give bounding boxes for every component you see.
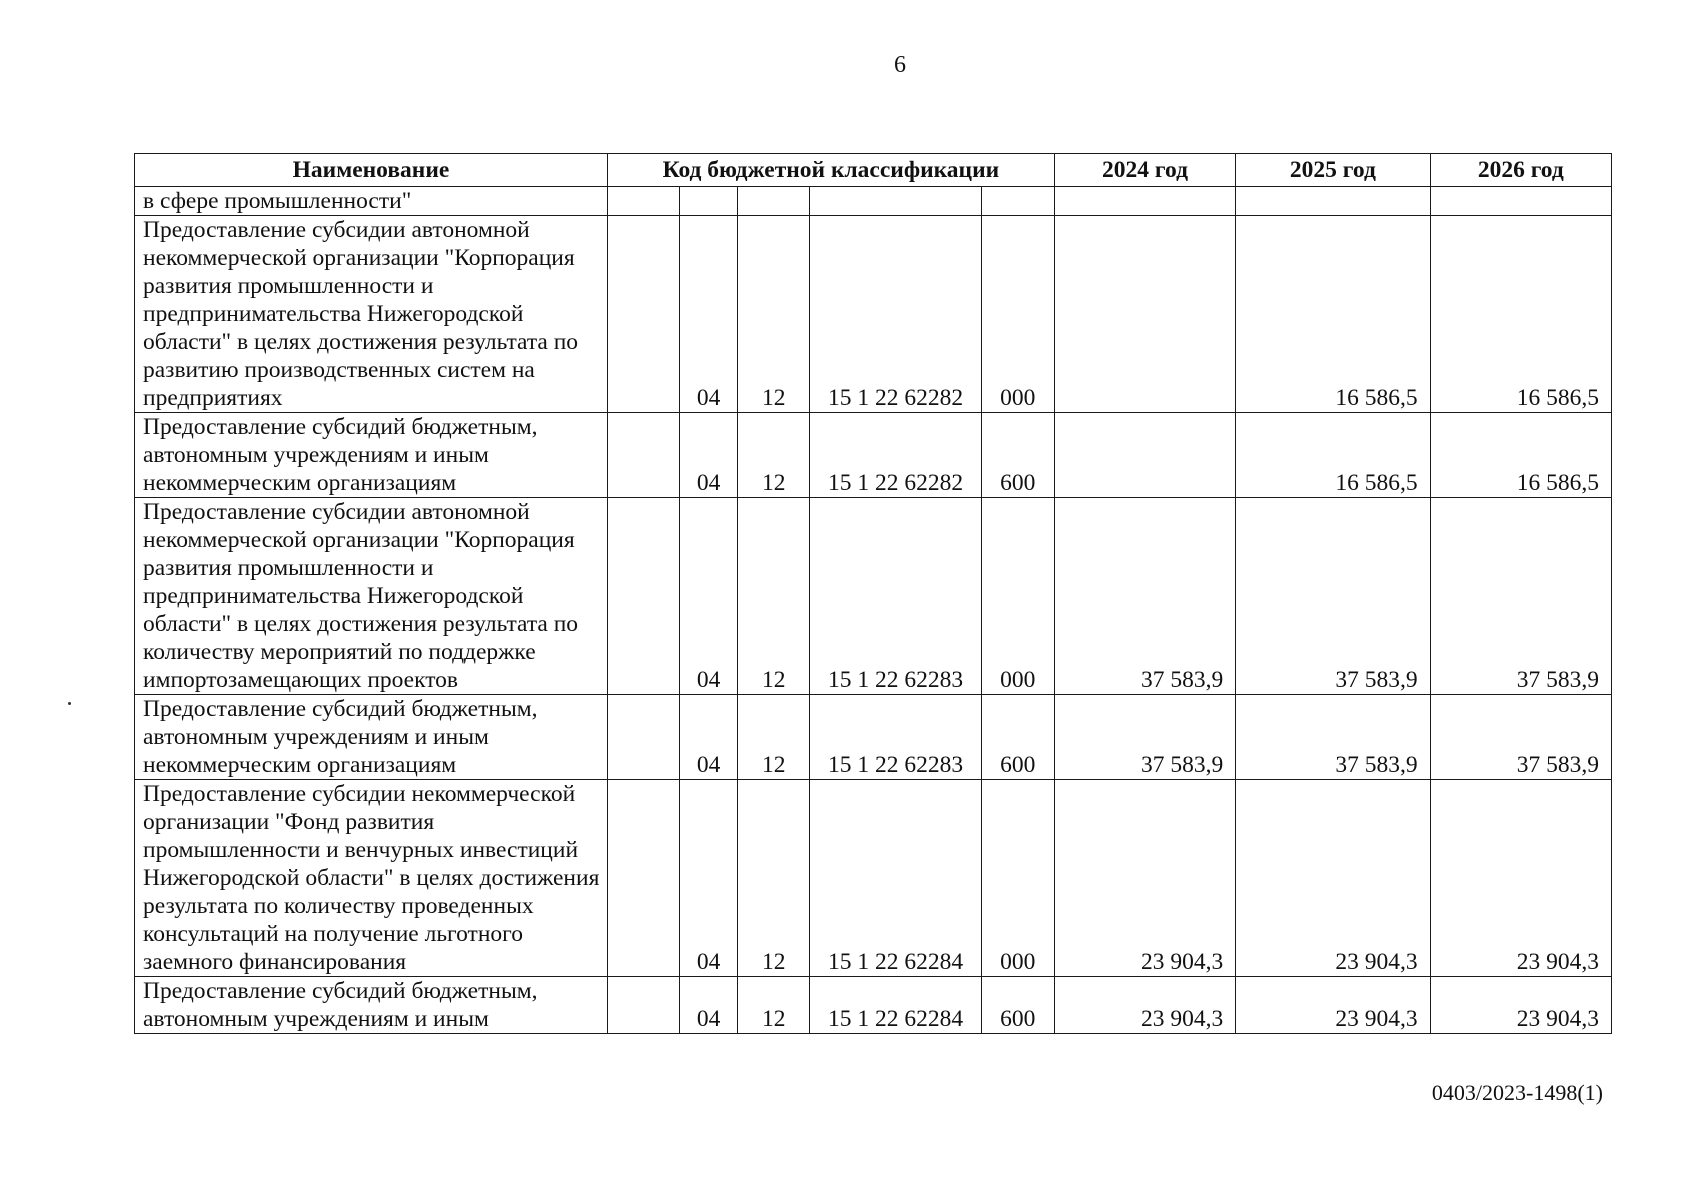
section-code [680, 187, 738, 216]
amount-2026: 23 904,3 [1430, 977, 1611, 1034]
header-2026: 2026 год [1430, 154, 1611, 187]
target-code: 15 1 22 62283 [810, 498, 981, 695]
header-budget-code: Код бюджетной классификации [607, 154, 1054, 187]
table-row [135, 187, 1612, 216]
subsection-code: 12 [738, 695, 810, 780]
amount-2026: 37 583,9 [1430, 498, 1611, 695]
header-2024: 2024 год [1054, 154, 1235, 187]
target-code: 15 1 22 62284 [810, 977, 981, 1034]
amount-2025: 16 586,5 [1236, 413, 1430, 498]
amount-2024 [1054, 216, 1235, 413]
amount-2025: 23 904,3 [1236, 780, 1430, 977]
document-number: 0403/2023-1498(1) [1431, 1080, 1603, 1105]
amount-2025: 16 586,5 [1236, 216, 1430, 413]
amount-2024: 37 583,9 [1054, 498, 1235, 695]
row-name: Предоставление субсидий бюджетным, автономным учреждениям и иным некоммерческим организациям [135, 695, 608, 780]
expense-type-code: 000 [981, 780, 1054, 977]
header-2025: 2025 год [1236, 154, 1430, 187]
section-code: 04 [680, 413, 738, 498]
section-code: 04 [680, 498, 738, 695]
subsection-code: 12 [738, 977, 810, 1034]
header-row [135, 154, 1612, 187]
expense-type-code [981, 187, 1054, 216]
section-code: 04 [680, 695, 738, 780]
subsection-code: 12 [738, 413, 810, 498]
amount-2024 [1054, 187, 1235, 216]
target-code: 15 1 22 62284 [810, 780, 981, 977]
row-name: Предоставление субсидии некоммерческой организации "Фонд развития промышленности и венчурных инвестиций Нижегородской области" в целях достижения результата по количеству проведенных консультаций на получение льготного заемного финансирования [135, 780, 608, 977]
table-row [135, 780, 1612, 977]
amount-2024: 23 904,3 [1054, 977, 1235, 1034]
header-name: Наименование [135, 154, 608, 187]
section-code: 04 [680, 977, 738, 1034]
amount-2025: 37 583,9 [1236, 695, 1430, 780]
table-row [135, 695, 1612, 780]
table-row [135, 498, 1612, 695]
scan-artifact-dot [68, 702, 71, 705]
empty-cell [607, 187, 679, 216]
table-row [135, 216, 1612, 413]
amount-2026 [1430, 187, 1611, 216]
section-code: 04 [680, 780, 738, 977]
row-name: Предоставление субсидий бюджетным, автономным учреждениям и иным некоммерческим организациям [135, 413, 608, 498]
target-code [810, 187, 981, 216]
amount-2026: 16 586,5 [1430, 216, 1611, 413]
amount-2025: 37 583,9 [1236, 498, 1430, 695]
page-number: 6 [894, 52, 906, 78]
empty-cell [607, 498, 679, 695]
section-code: 04 [680, 216, 738, 413]
amount-2025 [1236, 187, 1430, 216]
amount-2026: 23 904,3 [1430, 780, 1611, 977]
expense-type-code: 600 [981, 977, 1054, 1034]
table-row [135, 977, 1612, 1034]
amount-2026: 37 583,9 [1430, 695, 1611, 780]
table-body [135, 187, 1612, 1034]
amount-2024: 23 904,3 [1054, 780, 1235, 977]
amount-2025: 23 904,3 [1236, 977, 1430, 1034]
target-code: 15 1 22 62282 [810, 413, 981, 498]
expense-type-code: 600 [981, 695, 1054, 780]
subsection-code: 12 [738, 216, 810, 413]
budget-table [134, 153, 1612, 1034]
row-name: Предоставление субсидии автономной некоммерческой организации "Корпорация развития промышленности и предпринимательства Нижегородской области" в целях достижения результата по развитию производственных систем на предприятиях [135, 216, 608, 413]
target-code: 15 1 22 62282 [810, 216, 981, 413]
empty-cell [607, 780, 679, 977]
table-header [135, 154, 1612, 187]
empty-cell [607, 216, 679, 413]
row-name: Предоставление субсидии автономной некоммерческой организации "Корпорация развития промышленности и предпринимательства Нижегородской области" в целях достижения результата по количеству мероприятий по поддержке импортозамещающих проектов [135, 498, 608, 695]
subsection-code [738, 187, 810, 216]
empty-cell [607, 695, 679, 780]
row-name: Предоставление субсидий бюджетным, автономным учреждениям и иным [135, 977, 608, 1034]
subsection-code: 12 [738, 498, 810, 695]
empty-cell [607, 413, 679, 498]
expense-type-code: 000 [981, 216, 1054, 413]
empty-cell [607, 977, 679, 1034]
amount-2026: 16 586,5 [1430, 413, 1611, 498]
table-row [135, 413, 1612, 498]
amount-2024 [1054, 413, 1235, 498]
subsection-code: 12 [738, 780, 810, 977]
target-code: 15 1 22 62283 [810, 695, 981, 780]
expense-type-code: 600 [981, 413, 1054, 498]
row-name: в сфере промышленности" [135, 187, 608, 216]
expense-type-code: 000 [981, 498, 1054, 695]
amount-2024: 37 583,9 [1054, 695, 1235, 780]
